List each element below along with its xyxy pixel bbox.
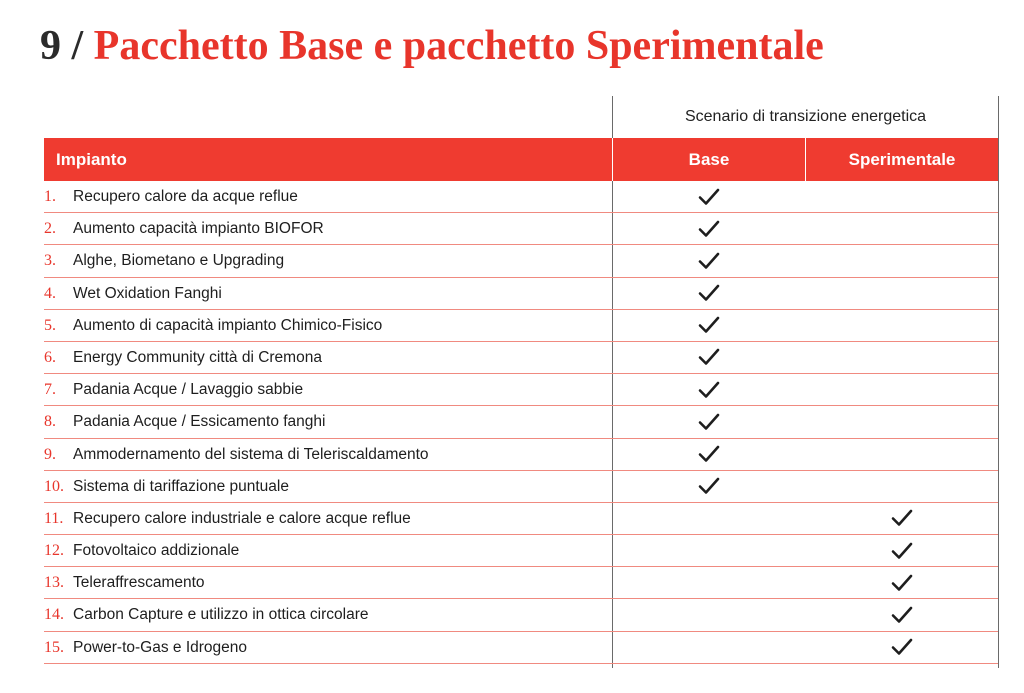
base-cell xyxy=(613,503,805,534)
sperimentale-cell xyxy=(806,503,998,534)
sperimentale-cell xyxy=(806,213,998,244)
row-index: 3. xyxy=(44,252,56,270)
row-label: Recupero calore da acque reflue xyxy=(73,188,298,205)
impianto-cell xyxy=(44,213,324,244)
check-icon xyxy=(698,380,720,400)
table-row xyxy=(44,213,998,245)
row-label: Energy Community città di Cremona xyxy=(73,348,322,366)
sperimentale-cell xyxy=(806,181,998,212)
row-index: 13. xyxy=(44,574,64,592)
row-label: Aumento di capacità impianto Chimico-Fisico xyxy=(73,316,383,334)
table-body xyxy=(44,181,998,664)
row-index: 9. xyxy=(44,445,56,463)
table-row xyxy=(44,310,998,342)
check-icon xyxy=(698,315,720,335)
sperimentale-cell xyxy=(806,245,998,276)
impianto-cell xyxy=(44,535,239,566)
sperimentale-cell xyxy=(806,567,998,598)
impianto-cell xyxy=(44,632,247,663)
check-icon xyxy=(698,251,720,271)
title-text: Pacchetto Base e pacchetto Sperimentale xyxy=(93,23,824,69)
section-number: 9 / xyxy=(40,23,84,69)
row-label: Sistema di tariffazione puntuale xyxy=(73,477,289,495)
row-index: 6. xyxy=(44,348,56,366)
check-icon xyxy=(698,347,720,367)
check-icon xyxy=(698,476,720,496)
table-row xyxy=(44,406,998,438)
row-index: 10. xyxy=(44,477,64,495)
table-row xyxy=(44,632,998,664)
row-label: Carbon Capture e utilizzo in ottica circolare xyxy=(73,606,369,624)
row-label: Padania Acque / Essicamento fanghi xyxy=(73,413,326,431)
row-index: 7. xyxy=(44,381,56,399)
check-icon xyxy=(891,637,913,657)
check-icon xyxy=(698,187,720,207)
impianto-cell xyxy=(44,310,382,341)
check-icon xyxy=(698,219,720,239)
table-row xyxy=(44,278,998,310)
sperimentale-cell xyxy=(806,278,998,309)
table-row xyxy=(44,374,998,406)
table-row xyxy=(44,503,998,535)
row-label: Power-to-Gas e Idrogeno xyxy=(73,638,248,656)
table-row xyxy=(44,439,998,471)
impianto-cell xyxy=(44,342,322,373)
row-label: Alghe, Biometano e Upgrading xyxy=(73,252,285,270)
header-sperimentale: Sperimentale xyxy=(848,150,956,169)
table-row xyxy=(44,535,998,567)
row-index: 14. xyxy=(44,606,64,624)
base-cell xyxy=(613,278,805,309)
base-cell xyxy=(613,632,805,663)
header-base: Base xyxy=(688,150,730,169)
sperimentale-cell xyxy=(806,471,998,502)
table-row xyxy=(44,181,998,213)
row-index: 11. xyxy=(44,509,64,527)
check-icon xyxy=(698,283,720,303)
base-cell xyxy=(613,374,805,405)
row-label: Teleraffrescamento xyxy=(73,574,205,592)
impianto-cell xyxy=(44,439,429,470)
row-label: Recupero calore industriale e calore acque reflue xyxy=(73,509,411,527)
row-label: Fotovoltaico addizionale xyxy=(73,542,240,560)
impianto-cell xyxy=(44,599,369,630)
row-index: 2. xyxy=(44,220,56,238)
check-icon xyxy=(891,605,913,625)
row-index: 12. xyxy=(44,542,64,560)
row-index: 5. xyxy=(44,316,56,334)
check-icon xyxy=(698,444,720,464)
impianto-cell xyxy=(44,503,411,534)
check-icon xyxy=(891,508,913,528)
row-index: 15. xyxy=(44,638,64,656)
sperimentale-cell xyxy=(806,535,998,566)
column-divider-right xyxy=(998,96,999,668)
impianto-cell xyxy=(44,406,325,437)
base-cell xyxy=(613,310,805,341)
page-title xyxy=(40,20,824,72)
impianto-cell xyxy=(44,278,222,309)
table-row xyxy=(44,567,998,599)
sperimentale-cell xyxy=(806,406,998,437)
impianto-cell xyxy=(44,567,205,598)
row-label: Aumento capacità impianto BIOFOR xyxy=(73,220,324,238)
impianto-cell xyxy=(44,374,303,405)
table-row xyxy=(44,599,998,631)
row-label: Wet Oxidation Fanghi xyxy=(73,284,222,302)
sperimentale-cell xyxy=(806,632,998,663)
table-header xyxy=(44,138,998,181)
row-index: 1. xyxy=(44,188,56,205)
table-row xyxy=(44,471,998,503)
row-index: 8. xyxy=(44,413,56,431)
base-cell xyxy=(613,213,805,244)
impianto-cell xyxy=(44,181,298,212)
base-cell xyxy=(613,567,805,598)
check-icon xyxy=(891,541,913,561)
table-row xyxy=(44,342,998,374)
impianto-cell xyxy=(44,245,284,276)
sperimentale-cell xyxy=(806,439,998,470)
base-cell xyxy=(613,342,805,373)
sperimentale-cell xyxy=(806,310,998,341)
base-cell xyxy=(613,471,805,502)
row-label: Ammodernamento del sistema di Teleriscaldamento xyxy=(73,445,429,463)
row-label: Padania Acque / Lavaggio sabbie xyxy=(73,381,304,399)
base-cell xyxy=(613,535,805,566)
base-cell xyxy=(613,406,805,437)
base-cell xyxy=(613,599,805,630)
sperimentale-cell xyxy=(806,374,998,405)
base-cell xyxy=(613,245,805,276)
base-cell xyxy=(613,439,805,470)
sperimentale-cell xyxy=(806,342,998,373)
scenario-label: Scenario di transizione energetica xyxy=(684,108,927,125)
table-row xyxy=(44,245,998,277)
base-cell xyxy=(613,181,805,212)
sperimentale-cell xyxy=(806,599,998,630)
impianto-cell xyxy=(44,471,289,502)
header-impianto: Impianto xyxy=(56,150,127,169)
row-index: 4. xyxy=(44,284,56,302)
check-icon xyxy=(891,573,913,593)
check-icon xyxy=(698,412,720,432)
